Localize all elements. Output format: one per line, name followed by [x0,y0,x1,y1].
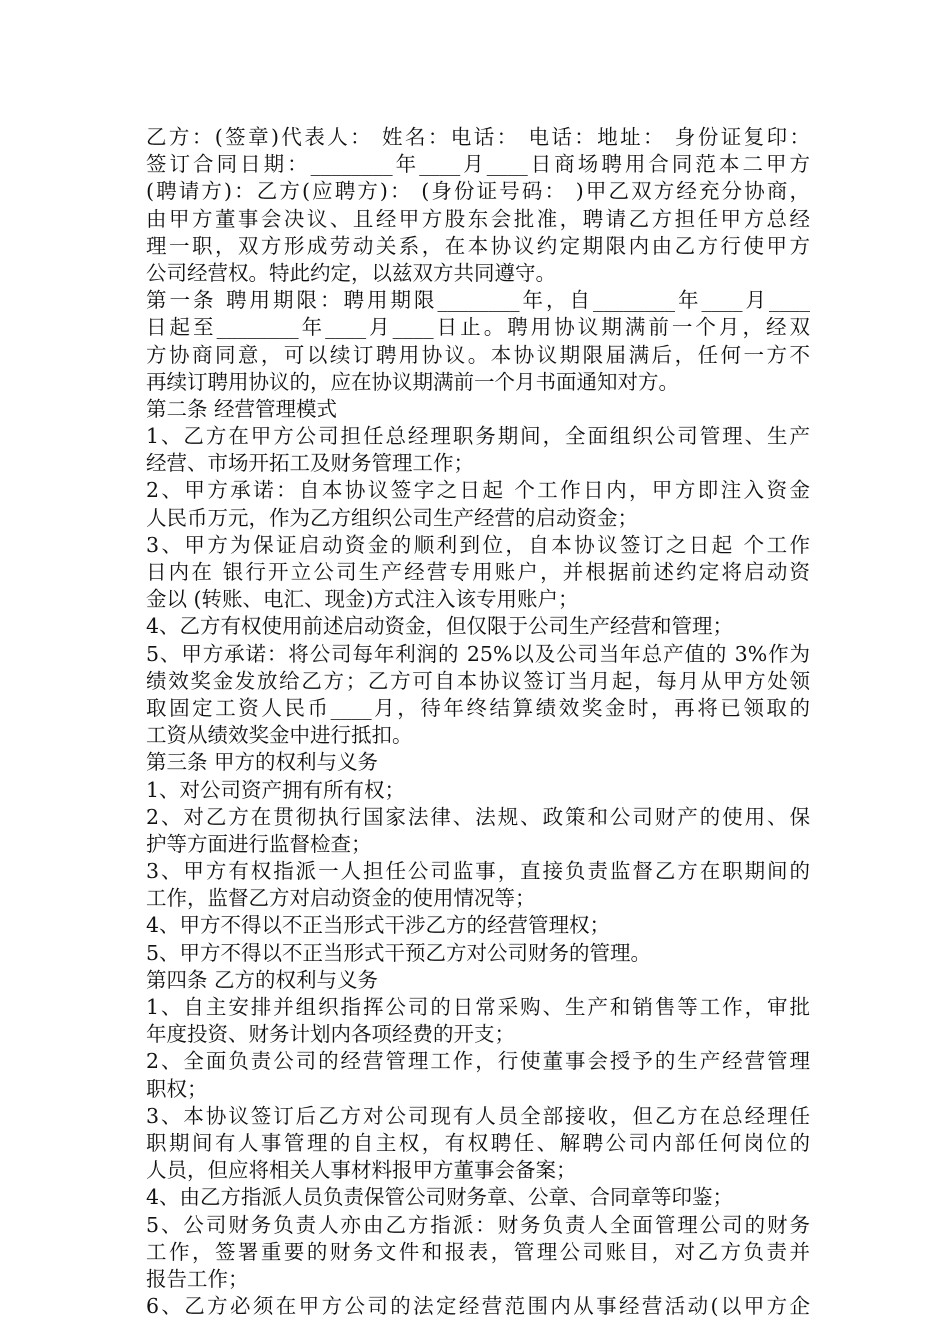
text-line: 方协商同意，可以续订聘用协议。本协议期限届满后，任何一方不 [146,342,810,367]
section-heading: 第二条 经营管理模式 [146,396,338,421]
text-line: 工作，签署重要的财务文件和报表，管理公司账目，对乙方负责并 [146,1239,810,1264]
text-line: 年度投资、财务计划内各项经费的开支； [146,1022,515,1047]
text-line: 公司经营权。特此约定，以兹双方共同遵守。 [146,260,556,285]
text-line: (聘请方)：乙方(应聘方)： (身份证号码： )甲乙双方经充分协商， [146,179,810,204]
section-heading: 第四条 乙方的权利与义务 [146,967,379,992]
text-line: 护等方面进行监督检查； [146,831,372,856]
text-line: 职权； [146,1076,208,1101]
text-line: 人员，但应将相关人事材料报甲方董事会备案； [146,1158,577,1183]
text-line: 1、乙方在甲方公司担任总经理职务期间，全面组织公司管理、生产 [146,424,810,449]
text-line: 3、甲方为保证启动资金的顺利到位，自本协议签订之日起 个工作 [146,532,810,557]
text-line: 5、甲方不得以不正当形式干预乙方对公司财务的管理。 [146,940,652,965]
text-line: 3、本协议签订后乙方对公司现有人员全部接收，但乙方在总经理任 [146,1103,810,1128]
text-line: 报告工作； [146,1266,249,1291]
document-page [146,124,810,1320]
text-line: 4、甲方不得以不正当形式干涉乙方的经营管理权； [146,913,611,938]
text-line: 5、公司财务负责人亦由乙方指派：财务负责人全面管理公司的财务 [146,1212,810,1237]
text-line: 理一职，双方形成劳动关系，在本协议约定期限内由乙方行使甲方 [146,233,810,258]
text-line: 金以 (转账、电汇、现金)方式注入该专用账户； [146,587,579,612]
text-line: 由甲方董事会决议、且经甲方股东会批准，聘请乙方担任甲方总经 [146,206,810,231]
text-line: 2、甲方承诺：自本协议签字之日起 个工作日内，甲方即注入资金 [146,478,810,503]
text-line: 人民币万元，作为乙方组织公司生产经营的启动资金； [146,505,638,530]
text-line: 职期间有人事管理的自主权，有权聘任、解聘公司内部任何岗位的 [146,1130,810,1155]
text-line: 4、由乙方指派人员负责保管公司财务章、公章、合同章等印鉴； [146,1185,734,1210]
text-line: 6、乙方必须在甲方公司的法定经营范围内从事经营活动(以甲方企 [146,1294,810,1319]
text-line: 第一条 聘用期限：聘用期限________年，自________年____月____ [146,288,810,313]
text-line: 再续订聘用协议的，应在协议期满前一个月书面通知对方。 [146,369,679,394]
text-line: 3、甲方有权指派一人担任公司监事，直接负责监督乙方在职期间的 [146,859,810,884]
text-line: 1、自主安排并组织指挥公司的日常采购、生产和销售等工作，审批 [146,995,810,1019]
text-line: 1、对公司资产拥有所有权； [146,777,406,802]
text-line: 取固定工资人民币____月，待年终结算绩效奖金时，再将已领取的 [146,695,810,720]
text-line: 4、乙方有权使用前述启动资金，但仅限于公司生产经营和管理； [146,614,734,639]
text-line: 日内在 银行开立公司生产经营专用账户，并根据前述约定将启动资 [146,560,810,584]
text-line: 签订合同日期：________年____月____日商场聘用合同范本二甲方 [146,152,810,177]
text-line: 乙方：(签章)代表人： 姓名：电话： 电话：地址： 身份证复印： [146,125,810,149]
text-line: 2、对乙方在贯彻执行国家法律、法规、政策和公司财产的使用、保 [146,804,810,829]
text-line: 日起至________年____月____日止。聘用协议期满前一个月，经双 [146,315,810,340]
text-line: 工资从绩效奖金中进行抵扣。 [146,723,413,748]
text-line: 绩效奖金发放给乙方；乙方可自本协议签订当月起，每月从甲方处领 [146,668,810,693]
text-line: 经营、市场开拓工及财务管理工作； [146,451,474,476]
section-heading: 第三条 甲方的权利与义务 [146,750,379,775]
text-line: 2、全面负责公司的经营管理工作，行使董事会授予的生产经营管理 [146,1049,810,1074]
text-line: 工作，监督乙方对启动资金的使用情况等； [146,886,536,911]
text-line: 5、甲方承诺：将公司每年利润的 25%以及公司当年总产值的 3%作为 [146,641,810,666]
